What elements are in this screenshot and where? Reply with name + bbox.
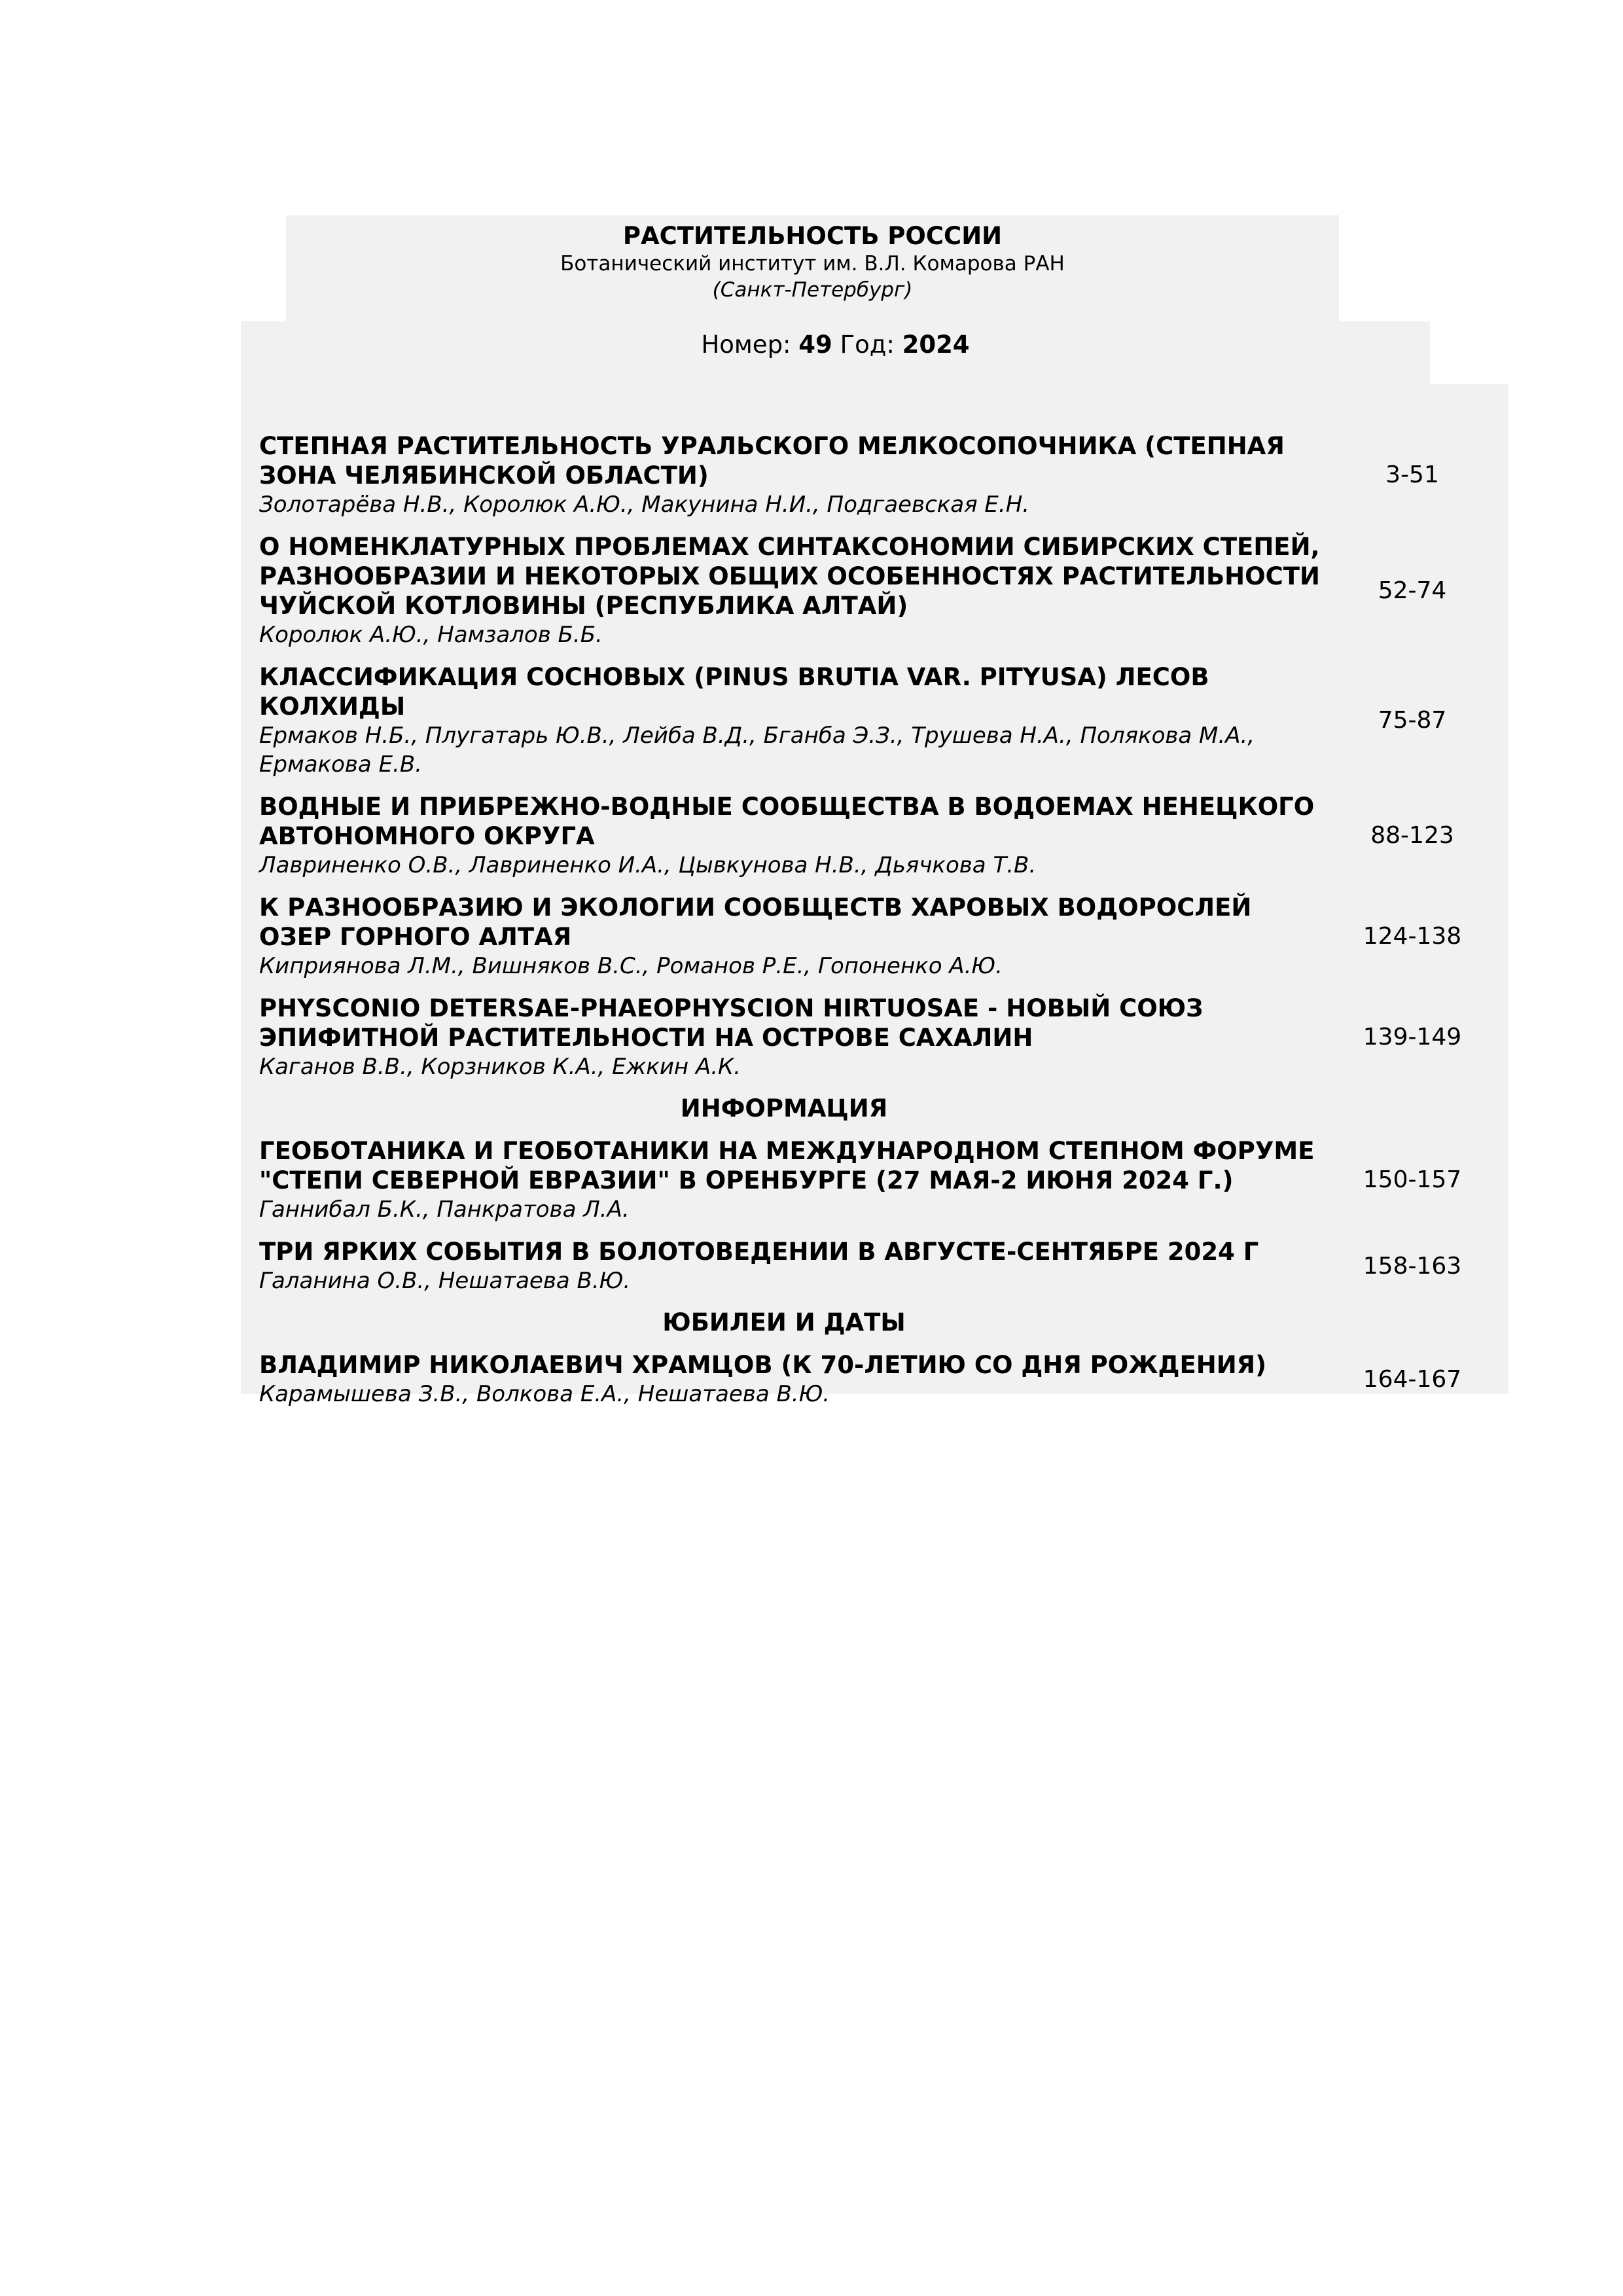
journal-title: РАСТИТЕЛЬНОСТЬ РОССИИ xyxy=(622,222,1003,250)
toc-entry-text xyxy=(241,792,1327,880)
issue-year-label: Год: xyxy=(840,331,895,359)
article-title-link[interactable]: К РАЗНООБРАЗИЮ И ЭКОЛОГИИ СООБЩЕСТВ ХАРОВЫХ ВОДОРОСЛЕЙ ОЗЕР ГОРНОГО АЛТАЯ xyxy=(259,893,1252,951)
article-pages: 158-163 xyxy=(1363,1252,1462,1280)
toc-entry xyxy=(241,1237,1508,1295)
article-title-link[interactable]: ГЕОБОТАНИКА И ГЕОБОТАНИКИ НА МЕЖДУНАРОДНОМ СТЕПНОМ ФОРУМЕ "СТЕПИ СЕВЕРНОЙ ЕВРАЗИИ" В ОРЕНБУРГЕ (27 МАЯ-2 ИЮНЯ 2024 Г.) xyxy=(259,1137,1315,1194)
toc-entry-text xyxy=(241,893,1327,980)
journal-header xyxy=(286,215,1339,321)
toc-entry-text xyxy=(241,1350,1327,1408)
issue-number: 49 xyxy=(798,331,832,359)
article-title-link[interactable]: СТЕПНАЯ РАСТИТЕЛЬНОСТЬ УРАЛЬСКОГО МЕЛКОСОПОЧНИКА (СТЕПНАЯ ЗОНА ЧЕЛЯБИНСКОЙ ОБЛАСТИ) xyxy=(259,432,1285,490)
toc-entry xyxy=(241,1136,1508,1224)
article-title-link[interactable]: ТРИ ЯРКИХ СОБЫТИЯ В БОЛОТОВЕДЕНИИ В АВГУСТЕ-СЕНТЯБРЕ 2024 Г xyxy=(259,1238,1259,1266)
article-title-link[interactable]: PHYSCONIO DETERSAE-PHAEOPHYSCION HIRTUOSAE - НОВЫЙ СОЮЗ ЭПИФИТНОЙ РАСТИТЕЛЬНОСТИ НА ОСТРОВЕ САХАЛИН xyxy=(259,994,1204,1052)
journal-city: (Санкт-Петербург) xyxy=(712,278,913,302)
article-pages: 52-74 xyxy=(1378,577,1447,604)
toc-entry xyxy=(241,994,1508,1081)
article-authors: Ермаков Н.Б., Плугатарь Ю.В., Лейба В.Д., Бганба Э.З., Трушева Н.А., Полякова М.А., Ермакова Е.В. xyxy=(259,723,1255,778)
toc-entry xyxy=(241,792,1508,880)
toc-entry xyxy=(241,532,1508,649)
toc-entry-text xyxy=(241,662,1327,779)
article-pages: 3-51 xyxy=(1385,461,1439,488)
toc-entry-text xyxy=(241,532,1327,649)
article-pages: 139-149 xyxy=(1363,1024,1462,1050)
article-authors: Золотарёва Н.В., Королюк А.Ю., Макунина Н.И., Подгаевская Е.Н. xyxy=(259,492,1030,518)
article-title-link[interactable]: О НОМЕНКЛАТУРНЫХ ПРОБЛЕМАХ СИНТАКСОНОМИИ СИБИРСКИХ СТЕПЕЙ, РАЗНООБРАЗИИ И НЕКОТОРЫХ ОБЩИХ ОСОБЕННОСТЯХ РАСТИТЕЛЬНОСТИ ЧУЙСКОЙ КОТЛОВИНЫ (РЕСПУБЛИКА АЛТАЙ) xyxy=(259,533,1320,620)
article-pages: 124-138 xyxy=(1363,923,1462,950)
toc-entry xyxy=(241,431,1508,519)
article-pages: 88-123 xyxy=(1370,822,1454,849)
issue-number-label: Номер: xyxy=(701,331,791,359)
toc-entry xyxy=(241,893,1508,980)
toc-entry-text xyxy=(241,431,1327,519)
article-authors: Каганов В.В., Корзников К.А., Ежкин А.К. xyxy=(259,1054,741,1080)
article-authors: Королюк А.Ю., Намзалов Б.Б. xyxy=(259,622,603,648)
toc-entry xyxy=(241,662,1508,779)
article-authors: Лавриненко О.В., Лавриненко И.А., Цывкунова Н.В., Дьячкова Т.В. xyxy=(259,852,1037,878)
section-heading-info: ИНФОРМАЦИЯ xyxy=(680,1094,888,1122)
article-title-link[interactable]: КЛАССИФИКАЦИЯ СОСНОВЫХ (PINUS BRUTIA VAR. PITYUSA) ЛЕСОВ КОЛХИДЫ xyxy=(259,663,1209,721)
toc-entry-text xyxy=(241,994,1327,1081)
article-title-link[interactable]: ВЛАДИМИР НИКОЛАЕВИЧ ХРАМЦОВ (К 70-ЛЕТИЮ СО ДНЯ РОЖДЕНИЯ) xyxy=(259,1351,1267,1379)
journal-institute: Ботанический институт им. В.Л. Комарова РАН xyxy=(560,252,1065,276)
table-of-contents xyxy=(241,384,1508,1407)
section-heading-jubilee: ЮБИЛЕИ И ДАТЫ xyxy=(662,1308,906,1336)
article-title-link[interactable]: ВОДНЫЕ И ПРИБРЕЖНО-ВОДНЫЕ СООБЩЕСТВА В ВОДОЕМАХ НЕНЕЦКОГО АВТОНОМНОГО ОКРУГА xyxy=(259,793,1315,850)
article-pages: 75-87 xyxy=(1378,707,1447,734)
article-authors: Ганнибал Б.К., Панкратова Л.А. xyxy=(259,1196,630,1223)
article-authors: Карамышева З.В., Волкова Е.А., Нешатаева В.Ю. xyxy=(259,1381,830,1407)
toc-entry-text xyxy=(241,1237,1327,1295)
issue-info xyxy=(241,321,1430,384)
toc-entry-text xyxy=(241,1136,1327,1224)
issue-year: 2024 xyxy=(902,331,970,359)
toc-entry xyxy=(241,1350,1508,1408)
article-pages: 164-167 xyxy=(1363,1365,1462,1393)
article-authors: Галанина О.В., Нешатаева В.Ю. xyxy=(259,1268,631,1294)
article-pages: 150-157 xyxy=(1363,1166,1462,1193)
article-authors: Киприянова Л.М., Вишняков В.С., Романов Р.Е., Гопоненко А.Ю. xyxy=(259,953,1003,979)
